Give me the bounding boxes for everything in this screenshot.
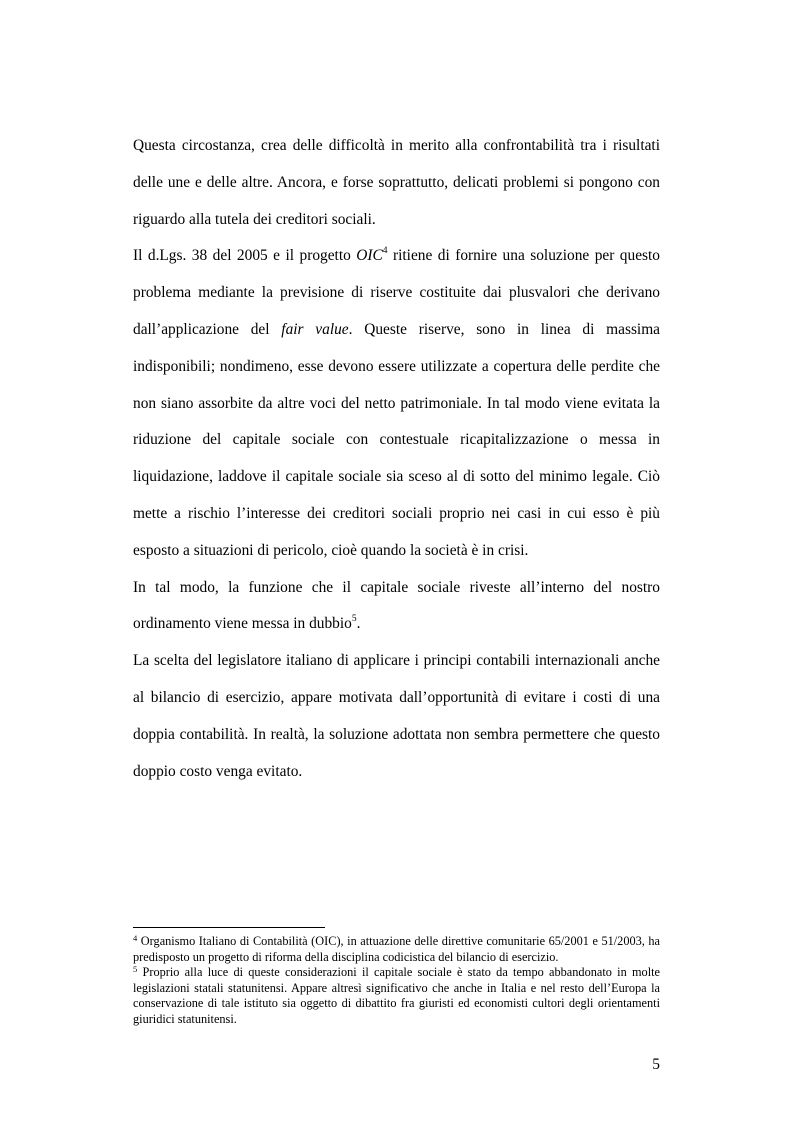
paragraph-2 [133,238,660,569]
paragraph-1: Questa circostanza, crea delle difficoltà in merito alla confrontabilità tra i risultati delle une e delle altre. Ancora, e forse soprattutto, delicati problemi si pongono con riguardo alla tutela dei creditori sociali. [133,137,660,228]
paragraph-3-text: In tal modo, la funzione che il capitale sociale riveste all’interno del nostro ordinamento viene messa in dubbio [133,578,660,633]
page-number: 5 [652,1056,660,1073]
footnote-separator [133,927,325,928]
oic-term: OIC [356,247,383,265]
paragraph-2-text: ritiene di fornire una soluzione per questo problema mediante la previsione di riserve costituite dai plusvalori che derivano dall’applicazione del [133,247,660,338]
paragraph-3-text: . [356,615,361,633]
fair-value-term: fair value [281,320,349,338]
footnote-mark: 4 [133,933,138,943]
paragraph-3 [133,570,660,644]
footnote-4 [133,934,660,965]
footnotes [133,934,660,1028]
footnote-ref-5[interactable]: 5 [351,614,357,625]
footnote-ref-4[interactable]: 4 [382,246,388,257]
footnote-mark: 5 [133,964,138,975]
footnote-5 [133,965,660,1027]
footnote-text: Organismo Italiano di Contabilità (OIC), in attuazione delle direttive comunitarie 65/2001 e 51/2003, ha predisposto un progetto di riforma della disciplina codicistica del bilancio di esercizio. [133,934,660,964]
paragraph-2-text: . Queste riserve, sono in linea di massima indisponibili; nondimeno, esse devono essere utilizzate a copertura delle perdite che non siano assorbite da altre voci del netto patrimoniale. In tal modo viene evitata la riduzione del capitale sociale con contestuale ricapitalizzazione o messa in liquidazione, laddove il capitale sociale sia sceso al di sotto del minimo legale. Ciò mette a rischio l’interesse dei creditori sociali proprio nei casi in cui esso è più esposto a situazioni di pericolo, cioè quando la società è in crisi. [133,320,661,559]
paragraph-4: La scelta del legislatore italiano di applicare i principi contabili internazionali anche al bilancio di esercizio, appare motivata dall’opportunità di evitare i costi di una doppia contabilità. In realtà, la soluzione adottata non sembra permettere che questo doppio costo venga evitato. [133,652,660,780]
body-text [133,128,660,790]
footnote-text: Proprio alla luce di queste considerazioni il capitale sociale è stato da tempo abbandonato in molte legislazioni statali statunitensi. Appare altresì significativo che anche in Italia e nel resto dell’Europa la conservazione di tale istituto sia oggetto di dibattito fra giuristi ed economisti cultori degli orientamenti giuridici statunitensi. [133,965,660,1026]
paragraph-2-text: Il d.Lgs. 38 del 2005 e il progetto [133,247,357,265]
